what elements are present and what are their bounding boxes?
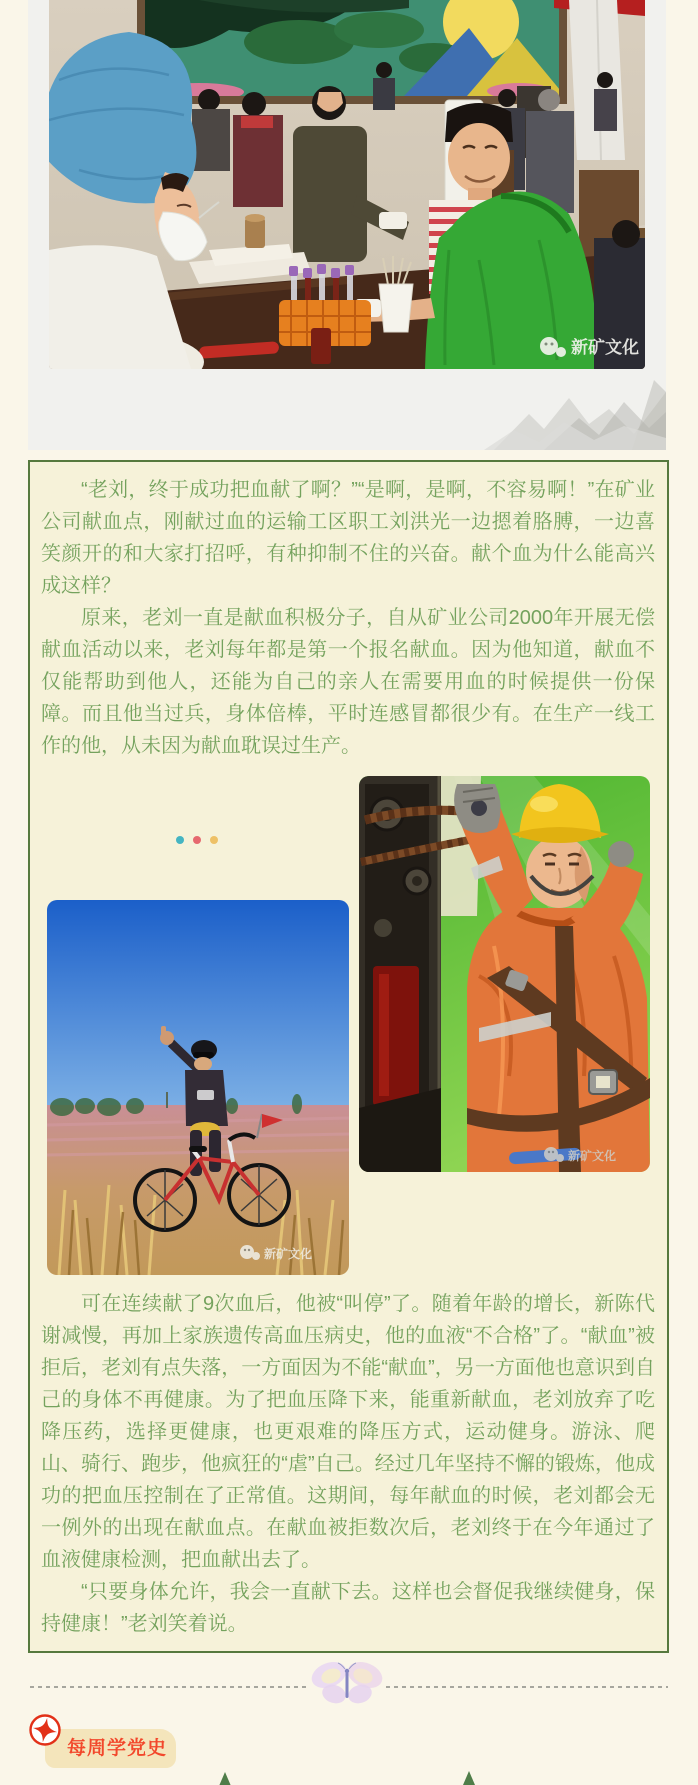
section-badge-label: 每周学党史 [67, 1738, 168, 1759]
butterfly-icon [308, 1660, 386, 1710]
svg-text:新矿文化: 新矿文化 [264, 1247, 313, 1261]
dashed-divider-left [30, 1686, 306, 1688]
dot-red [193, 836, 201, 844]
dashed-divider-right [386, 1686, 668, 1688]
article-text-bottom [41, 1288, 655, 1640]
section-badge [45, 1729, 176, 1768]
dot-yellow [210, 836, 218, 844]
paragraph-4: “只要身体允许，我会一直献下去。这样也会督促我继续健身，保持健康！”老刘笑着说。 [41, 1581, 655, 1635]
mountain-watermark [484, 372, 666, 450]
article-box [28, 460, 669, 1653]
paragraph-1: “老刘，终于成功把血献了啊？”“是啊，是啊，不容易啊！”在矿业公司献血点，刚献过血的运输工区职工刘洪光一边摁着胳膊，一边喜笑颜开的和大家打招呼，有种抑制不住的兴奋。献个血为什么能高兴成这样？ [41, 479, 655, 597]
tree-icon [219, 1772, 231, 1785]
article-text-top [41, 474, 655, 762]
cyclist-photo[interactable] [47, 900, 349, 1275]
decorative-dots [176, 836, 218, 844]
dot-teal [176, 836, 184, 844]
worker-photo[interactable] [359, 776, 650, 1172]
sparkle-star-icon [28, 1713, 62, 1747]
blood-donation-photo[interactable] [49, 0, 645, 369]
paragraph-3: 可在连续献了9次血后，他被“叫停”了。随着年龄的增长，新陈代谢减慢，再加上家族遗传高血压病史，他的血液“不合格”了。“献血”被拒后，老刘有点失落，一方面因为不能“献血”，另一方面他也意识到自己的身体不再健康。为了把血压降下来，能重新献血，老刘放弃了吃降压药，选择更健康，也更艰难的降压方式，运动健身。游泳、爬山、骑行、跑步，他疯狂的“虐”自己。经过几年坚持不懈的锻炼，他成功的把血压控制在了正常值。这期间，每年献血的时候，老刘都会无一例外的出现在献血点。在献血被拒数次后，老刘终于在今年通过了血液健康检测，把血献出去了。 [41, 1293, 655, 1571]
svg-text:新矿文化: 新矿文化 [568, 1149, 617, 1163]
tree-icon [463, 1771, 475, 1785]
paragraph-2: 原来，老刘一直是献血积极分子，自从矿业公司2000年开展无偿献血活动以来，老刘每年都是第一个报名献血。因为他知道，献血不仅能帮助到他人，还能为自己的亲人在需要用血的时候提供一份保障。而且他当过兵，身体倍棒，平时连感冒都很少有。在生产一线工作的他，从未因为献血耽误过生产。 [41, 607, 655, 757]
top-photo-card [28, 0, 666, 450]
svg-text:新矿文化: 新矿文化 [571, 338, 639, 357]
